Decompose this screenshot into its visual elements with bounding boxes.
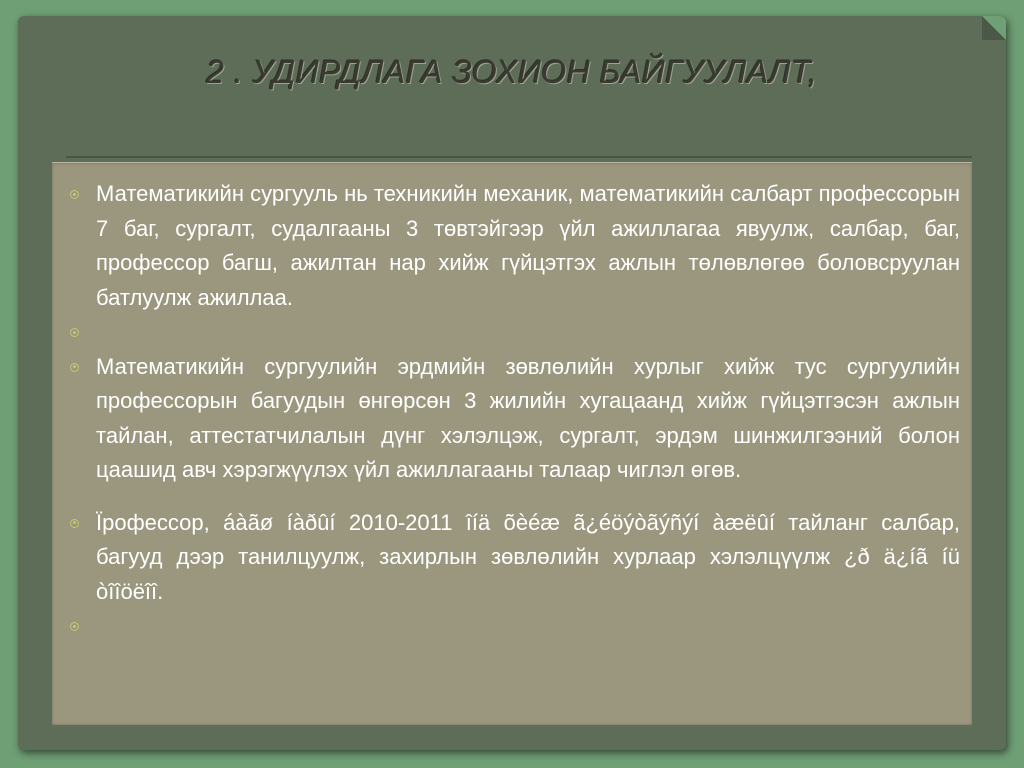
bullet-text: Математикийн сургуулийн эрдмийн зөвлөлийн хурлыг хийж тус сургуулийн профессорын багуудын өнгөрсөн 3 жилийн хугацаанд хийж гүйцэтгэсэн ажлын тайлан, аттестатчилалын дүнг хэлэлцэж, сургалт, эрдэм шинжилгээний болон цаашид авч хэрэгжүүлэх үйл ажиллагааны талаар чиглэл өгөв. — [96, 353, 960, 482]
slide-title: 2 . УДИРДЛАГА ЗОХИОН БАЙГУУЛАЛТ, — [206, 54, 818, 90]
bullet-item-empty — [78, 315, 960, 350]
bullet-item-empty — [78, 609, 960, 644]
bullet-text: Математикийн сургууль нь техникийн механик, математикийн салбарт профессорын 7 баг, сургалт, судалгааны 3 төвтэйгээр үйл ажиллагаа явуулж, салбар, баг, профессор багш, ажилтан нар хийж гүйцэтгэх ажлын төлөвлөгөө боловсруулан батлуулж ажиллаа. — [96, 181, 960, 310]
bullet-item — [78, 350, 960, 488]
circle-bullet-icon — [70, 622, 79, 631]
page-corner-fold — [982, 16, 1006, 40]
content-panel — [52, 162, 972, 725]
bullet-list — [52, 163, 972, 644]
circle-bullet-icon — [70, 190, 79, 199]
circle-bullet-icon — [70, 519, 79, 528]
bullet-item — [78, 506, 960, 610]
slide-frame — [18, 16, 1006, 750]
circle-bullet-icon — [70, 328, 79, 337]
bullet-text: Ïрофессор, áàãø íàðûí 2010-2011 îíä õèéæ ã¿éöýòãýñýí àæëûí тайланг салбар, багууд дээр танилцуулж, захирлын зөвлөлийн хурлаар хэлэлцүүлж ¿ð ä¿íã íü òîîöëîî. — [96, 509, 960, 604]
circle-bullet-icon — [70, 363, 79, 372]
title-divider — [66, 156, 972, 158]
bullet-item — [78, 177, 960, 315]
